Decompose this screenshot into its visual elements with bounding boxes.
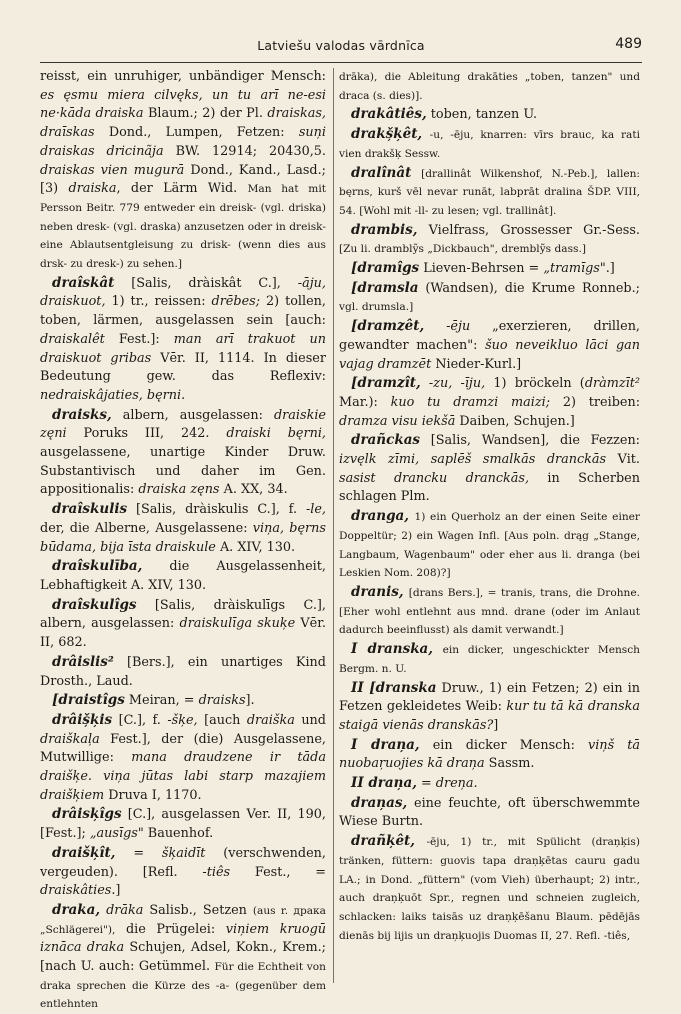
dictionary-entry: [40, 596, 326, 653]
entry-example: draiski bęrni,: [226, 426, 326, 442]
entry-headword: drañķêt,: [351, 833, 415, 850]
entry-headword: [dramzêt,: [351, 318, 425, 335]
entry-text: Mar.):: [339, 394, 391, 410]
entry-example: viņiem kruogū iznāca draka: [40, 921, 326, 956]
dictionary-entry: [339, 679, 640, 736]
entry-text: reisst, ein unruhiger, unbändiger Mensch:: [40, 69, 326, 84]
dictionary-entry: [339, 507, 640, 583]
entry-example: draiškaļa: [40, 731, 100, 747]
dictionary-entry: [339, 259, 640, 279]
column-divider: [333, 68, 334, 983]
entry-text: Druva I, 1170.: [104, 787, 202, 803]
entry-example: dramza visu iekšā: [339, 413, 456, 429]
right-column: [339, 68, 640, 988]
entry-example: -zu, -īju,: [428, 376, 486, 392]
entry-text: [421, 376, 429, 391]
entry-text: Vēr. II, 682.: [40, 616, 326, 651]
left-column: [40, 68, 326, 1011]
entry-text: Vēr. II, 1114. In dieser Bedeutung gew. das Reflexiv:: [40, 350, 326, 385]
dictionary-entry: [339, 736, 640, 774]
entry-text: [422, 127, 430, 142]
entry-example: -šķe,: [167, 712, 198, 728]
entry-headword: drambis,: [351, 221, 418, 238]
entry-headword: draņas,: [351, 794, 408, 811]
entry-example: „ausīgs": [89, 826, 144, 842]
entry-note: [Zu li. dramblỹs „Dickbauch", dremblỹs dass.]: [339, 243, 586, 256]
entry-headword: [dramsla: [351, 279, 419, 296]
entry-text: die Ausgelassenheit, Lebhaftigkeit A. XIV, 130.: [40, 559, 326, 593]
entry-note: [drans Bers.], = tranis, trans, die Drohne. [Eher wohl entlehnt aus mnd. drane (oder im Anlaut dadurch beeinflusst) als damit verwandt.]: [339, 586, 640, 637]
entry-example: kur tu tā kā dranska staigā vienās dranskās?: [339, 699, 640, 733]
entry-text: (Wandsen), die Krume Ronneb.;: [418, 280, 640, 296]
entry-example: drēbes;: [211, 294, 261, 310]
entry-text: [Salis, Wandsen], die Fezzen:: [420, 433, 640, 449]
entry-text: Poruks III, 242.: [66, 426, 227, 442]
dictionary-entry: [40, 653, 326, 691]
entry-example: draiska zęns: [138, 482, 220, 498]
entry-text: .]: [111, 883, 121, 899]
dictionary-entry: [40, 274, 326, 406]
entry-text: [433, 642, 443, 657]
entry-text: Fest., =: [230, 864, 326, 880]
dictionary-entry: [40, 691, 326, 711]
entry-example: draiskas vien mugurā: [40, 162, 185, 178]
entry-text: ]: [493, 717, 499, 733]
entry-text: albern, ausgelassen:: [111, 407, 274, 423]
entry-example: dràmzīt²: [584, 376, 640, 392]
entry-note: -ēju, 1) tr., mit Spülicht (draņķis) tränken, füttern: guovis tapa draņķētas cauru gadu LA.; in Dond. „füttern" (vom Vieh) überhaupt; 2) intr., auch draņķuōt Spr., regnen und schneien zugleich, schlacken: laiks taisās uz draņķēšanu Blaum. pēdējās dienās bij lijis un draņķuojis Duomas II, 27. Refl. -tiês,: [339, 836, 640, 942]
entry-example: draiskâties: [40, 883, 112, 899]
entry-example: draisks: [198, 693, 246, 709]
entry-headword: drâiș̌ķis: [52, 711, 113, 728]
entry-text: [Salis, dràiskât C.],: [114, 275, 298, 291]
entry-example: mana draudzene ir tāda draišķe. viņa jūtas labi starp mazajiem draišķiem: [40, 750, 326, 803]
entry-example: -ēju: [446, 319, 471, 335]
dictionary-entry: [40, 711, 326, 806]
entry-note: [drallinât Wilkenshof, N.-Peb.], lallen: bęrns, kurš vēl nevar runāt, labprāt dralina ŠDP. VIII, 54. [Wohl mit -ll- zu lesen; vgl. trallinât].: [339, 167, 640, 217]
entry-headword: [draistîgs: [52, 692, 125, 709]
entry-note: drāka), die Ableitung drakāties „toben, tanzen" und draca (s. dies)].: [339, 71, 640, 102]
entry-headword: draka,: [52, 901, 101, 918]
entry-text: Vit.: [606, 452, 640, 468]
entry-example: draiskas, draīskas: [40, 106, 326, 141]
entry-text: =: [416, 776, 436, 792]
entry-example: dreņa.: [435, 776, 478, 792]
entry-text: [Salis, dràiskulīgs C.], albern, ausgelassen:: [40, 597, 326, 632]
entry-text: A. XIV, 130.: [215, 539, 296, 555]
entry-note: vgl. drumsla.]: [339, 301, 414, 314]
entry-headword: draîskulis: [52, 501, 128, 518]
entry-text: der, die Alberne, Ausgelassene:: [40, 520, 253, 536]
running-title: Latviešu valodas vārdnīca: [257, 38, 425, 53]
entry-text: in Scherben schlagen Plm.: [339, 470, 640, 505]
entry-text: 1) bröckeln (: [485, 376, 585, 392]
entry-text: und: [294, 712, 326, 728]
entry-text: ausgelassene, unartige Kinder Druw. Substantivisch und daher im Gen. appositionalis:: [40, 445, 326, 498]
entry-text: [415, 834, 426, 849]
entry-text: [C.], ausgelassen Ver. II, 190, [Fest.];: [40, 807, 326, 842]
entry-example: -le,: [305, 502, 326, 518]
entry-text: [auch: [197, 712, 247, 728]
entry-text: Druw., 1) ein Fetzen; 2) ein in Fetzen gekleidetes Weib:: [339, 680, 640, 715]
dictionary-entry: [339, 125, 640, 163]
entry-text: [C.], f.: [112, 712, 168, 728]
entry-text: ].: [245, 693, 255, 709]
entry-note: ein dicker, ungeschickter Mensch Bergm. n. U.: [339, 644, 640, 675]
entry-example: nedraiskâjaties, bęrni.: [40, 387, 186, 403]
entry-headword: drañckas: [351, 432, 421, 449]
dictionary-entry: [40, 901, 326, 1014]
entry-headword: draîskulîgs: [52, 596, 137, 613]
entry-example: šķaidīt: [161, 845, 206, 861]
dictionary-entry: [40, 406, 326, 501]
entry-example: es ęsmu miera cilvęks, un tu arī ne-esi ne·kāda draiska: [40, 87, 326, 122]
entry-headword: I dranska,: [351, 641, 434, 658]
entry-text: Dond., Kand., Lasd.; [3): [40, 162, 326, 197]
entry-text: [424, 319, 446, 334]
dictionary-entry: [339, 583, 640, 640]
entry-headword: dranga,: [351, 508, 410, 525]
entry-example: -tiês: [202, 864, 231, 880]
entry-headword: I draņa,: [351, 736, 420, 753]
entry-text: .]: [605, 261, 615, 277]
entry-headword: II draņa,: [351, 775, 417, 792]
entry-text: toben, tanzen U.: [426, 107, 538, 123]
entry-text: 1) tr., reissen:: [105, 294, 212, 310]
dictionary-entry: [339, 221, 640, 259]
entry-text: (verschwenden, vergeuden). [Refl.: [40, 845, 326, 880]
entry-text: Nieder-Kurl.]: [431, 356, 522, 372]
entry-text: ein dicker Mensch:: [419, 737, 588, 753]
entry-headword: dranis,: [351, 583, 404, 600]
dictionary-entry: [40, 68, 326, 274]
entry-headword: drakș̌ķêt,: [351, 126, 423, 143]
entry-text: [Salis, dràiskulis C.], f.: [127, 502, 306, 518]
entry-text: Blaum.; 2) der Pl.: [143, 106, 268, 122]
dictionary-entry: [40, 805, 326, 843]
entry-example: draiška: [246, 712, 295, 728]
entry-example: viņš tā nuobaŗuojies kā draņa: [339, 737, 640, 772]
dictionary-entry: [40, 500, 326, 557]
entry-headword: draîskulība,: [52, 558, 143, 575]
entry-example: sasist drancku dranckās,: [339, 470, 530, 486]
entry-example: drāka: [106, 902, 144, 918]
entry-text: A. XX, 34.: [219, 482, 288, 498]
entry-note: 1) ein Querholz an der einen Seite einer Doppeltür; 2) ein Wagen Infl. [Aus poln. drąg „Stange, Langbaum, Wagenbaum" oder eher aus li. dranga (bei Leskien Nom. 208)?]: [339, 511, 640, 580]
entry-text: [411, 166, 421, 181]
entry-note: -u, -ēju, knarren: vīrs brauc, ka rati vien drakšķ Sessw.: [339, 129, 640, 160]
entry-example: viņa, bęrns būdama, bija īsta draiskule: [40, 520, 326, 555]
entry-text: eine feuchte, oft überschwemmte Wiese Burtn.: [339, 795, 640, 830]
entry-example: kuo tu dramzi maizi;: [390, 394, 551, 410]
entry-text: Salisb., Setzen: [143, 902, 253, 918]
entry-headword: [dramzît,: [351, 375, 421, 392]
entry-headword: drâisķîgs: [52, 806, 122, 823]
dictionary-entry: [339, 431, 640, 507]
dictionary-entry: [339, 279, 640, 317]
entry-text: Fest.]:: [104, 331, 174, 347]
entry-headword: draîskât: [52, 274, 115, 291]
entry-text: „exerzieren, drillen, gewandter machen":: [339, 319, 641, 353]
entry-text: Meiran, =: [124, 693, 199, 709]
entry-note: Man hat mit Persson Beitr. 779 entweder ein dreisk- (vgl. driska) neben dresk- (vgl. draska) anzusetzen oder in dreisk- eine Ablautsentgleisung zu drisk- (wenn dies aus drsk- zu dresk-) zu sehen.]: [40, 183, 326, 271]
dictionary-entry: [339, 164, 640, 221]
dictionary-entry: [339, 68, 640, 105]
entry-example: suņi draiskas dricinãja: [40, 125, 326, 159]
entry-example: draiskalêt: [40, 331, 105, 347]
entry-example: draiskulīga skuķe: [179, 616, 296, 632]
dictionary-entry: [40, 557, 326, 595]
entry-text: Fest.], der (die) Ausgelassene, Mutwillige:: [40, 731, 326, 766]
entry-headword: dralînât: [351, 164, 412, 181]
entry-example: šuo neveikluo lāci gan vajag dramzēt: [339, 337, 641, 372]
entry-text: =: [115, 845, 162, 861]
entry-example: izvęlk zīmi, saplēš smalkās dranckās: [339, 452, 607, 468]
entry-text: Bauenhof.: [143, 826, 214, 842]
entry-headword: draisks,: [52, 406, 112, 423]
entry-text: Daiben, Schujen.]: [455, 413, 575, 429]
dictionary-entry: [40, 844, 326, 901]
entry-headword: draišķît,: [52, 844, 116, 861]
entry-text: Dond., Lumpen, Fetzen:: [94, 125, 299, 141]
dictionary-entry: [339, 774, 640, 794]
dictionary-entry: [339, 640, 640, 678]
entry-text: [Bers.], ein unartiges Kind Drosth., Laud.: [40, 654, 326, 689]
entry-example: „tramīgs": [543, 261, 606, 277]
entry-text: 2) treiben:: [550, 394, 641, 410]
dictionary-entry: [339, 794, 640, 832]
entry-text: Schujen, Adsel, Kokn., Krem.; [nach U. auch: Getümmel.: [40, 940, 326, 975]
entry-note: Für die Echtheit von draka sprechen die Kürze des -a- (gegenüber dem entlehnten: [40, 961, 326, 1011]
entry-text: BW. 12914; 20430,5.: [163, 143, 326, 159]
dictionary-entry: [339, 105, 640, 125]
entry-text: , der Lärm Wid.: [116, 181, 248, 197]
entry-note: (aus r. драка „Schlägerei"),: [40, 904, 326, 936]
page-number: 489: [615, 36, 642, 52]
entry-headword: drakâtiês,: [351, 106, 427, 123]
page-header: [40, 34, 642, 63]
entry-example: man arī trakuot un draiskuot gribas: [40, 331, 326, 366]
dictionary-entry: [339, 374, 640, 431]
entry-text: die Prügelei:: [115, 921, 226, 937]
entry-headword: [dramîgs: [351, 260, 420, 277]
entry-headword: drâislis²: [52, 653, 114, 670]
entry-headword: II [dranska: [351, 679, 437, 696]
entry-text: Sassm.: [484, 756, 535, 772]
entry-text: Lieven-Behrsen =: [419, 261, 544, 277]
entry-example: draiskie zęni: [40, 407, 326, 442]
entry-example: -āju, draiskuot,: [40, 275, 326, 310]
dictionary-entry: [339, 832, 640, 945]
entry-text: 2) tollen, toben, lärmen, ausgelassen sein [auch:: [40, 294, 326, 329]
entry-text: Vielfrass, Grossesser Gr.-Sess.: [417, 222, 640, 238]
dictionary-entry: [339, 317, 640, 374]
entry-example: draiska: [68, 181, 117, 197]
